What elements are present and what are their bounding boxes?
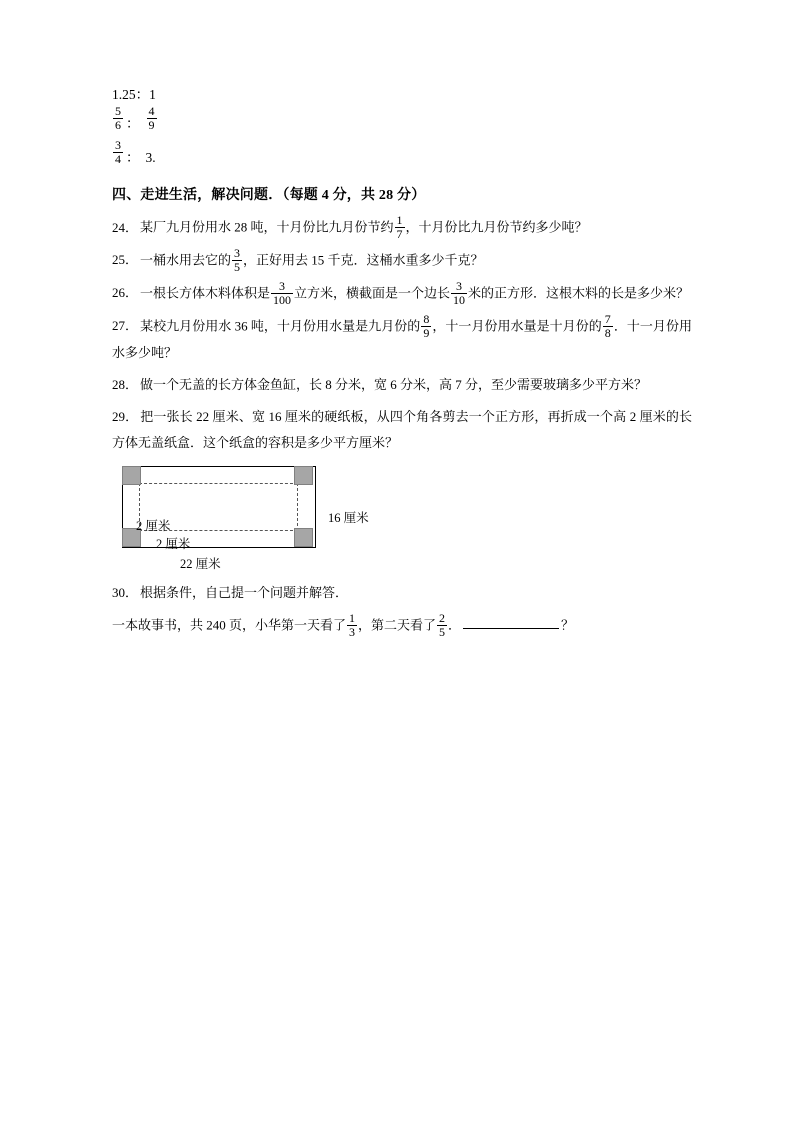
question-26-text-2: 立方米，横截面是一个边长 [294, 285, 451, 301]
question-24 [112, 214, 692, 241]
fraction-3-10: $\frac{3}{10}$ [453, 278, 466, 307]
answers-top-block [112, 88, 692, 166]
question-27-text-1: 某校九月份用水 36 吨，十月份用水量是九月份的 [140, 318, 421, 334]
ratio-tail: 3. [145, 150, 156, 166]
question-number-28: 28． [112, 376, 139, 392]
question-24-text-2: ，十月份比九月份节约多少吨？ [405, 219, 588, 235]
question-29 [112, 404, 692, 456]
section-heading: 四、走进生活，解决问题．（每题 4 分，共 28 分） [112, 188, 426, 204]
question-26-text-3: 米的正方形．这根木料的长是多少米？ [468, 285, 690, 301]
question-24-text-1: 某厂九月份用水 28 吨，十月份比九月份节约 [140, 219, 394, 235]
cardboard-figure [120, 464, 450, 574]
figure-label-left: 2 厘米 [136, 518, 171, 533]
question-28-text: 做一个无盖的长方体金鱼缸，长 8 分米，宽 6 分米，高 7 分，至少需要玻璃多少平方米？ [140, 376, 648, 392]
question-28 [112, 372, 692, 398]
ratio-colon: ： [126, 116, 140, 132]
answer-ratio-line-1: 1.25：1 [112, 87, 156, 102]
question-number-25: 25． [112, 252, 139, 268]
question-number-29: 29． [112, 408, 139, 424]
fraction-1-7: $\frac{1}{7}$ [396, 213, 403, 242]
figure-label-bottom: 22 厘米 [180, 556, 221, 571]
figure-label-right: 16 厘米 [328, 510, 369, 525]
document-content [112, 88, 692, 645]
question-29-text: 把一张长 22 厘米、宽 16 厘米的硬纸板，从四个角各剪去一个正方形，再折成一个高 2 厘米的长方体无盖纸盒．这个纸盒的容积是多少平方厘米？ [112, 408, 692, 450]
fraction-1-3: $\frac{1}{3}$ [349, 610, 356, 639]
question-number-24: 24． [112, 219, 139, 235]
question-number-27: 27． [112, 318, 139, 334]
question-27 [112, 313, 692, 366]
question-number-30: 30． [112, 584, 139, 600]
question-25-text-2: ，正好用去 15 千克．这桶水重多少千克？ [243, 252, 484, 268]
question-30-body-text-2: ，第二天看了 [358, 617, 437, 633]
question-25-text-1: 一桶水用去它的 [140, 252, 232, 268]
fraction-3-100: $\frac{3}{100}$ [273, 278, 292, 307]
question-26-text-1: 一根长方体木料体积是 [140, 285, 271, 301]
figure-corner-top-left [122, 466, 141, 485]
question-30-body-text-1: 一本故事书，共 240 页，小华第一天看了 [112, 617, 347, 633]
fraction-3-4: $\frac{3}{4}$ [115, 138, 121, 167]
fraction-3-5: $\frac{3}{5}$ [234, 246, 241, 275]
answer-ratio-line-3 [112, 136, 692, 166]
question-25 [112, 247, 692, 274]
fraction-5-6: $\frac{5}{6}$ [115, 104, 121, 133]
fraction-7-8: $\frac{7}{8}$ [604, 311, 611, 340]
question-26 [112, 280, 692, 307]
question-27-text-2: ，十一月份用水量是十月份的 [432, 318, 602, 334]
figure-label-inner: 2 厘米 [156, 536, 191, 551]
fraction-2-5: $\frac{2}{5}$ [439, 610, 446, 639]
question-30-text: 根据条件，自己提一个问题并解答． [140, 584, 349, 600]
figure-corner-top-right [294, 466, 313, 485]
fraction-8-9: $\frac{8}{9}$ [423, 311, 430, 340]
question-30 [112, 580, 692, 606]
question-30-body-text-4: ？ [561, 617, 575, 633]
answer-ratio-line-2 [112, 102, 692, 132]
fraction-4-9: $\frac{4}{9}$ [148, 104, 155, 133]
figure-corner-bottom-right [294, 528, 313, 547]
question-number-26: 26． [112, 285, 139, 301]
question-30-body [112, 612, 692, 639]
question-30-body-text-3: ． [448, 617, 462, 633]
question-27-text-3: ．十一月份用水多少吨？ [112, 318, 692, 360]
answer-blank-line[interactable] [463, 616, 559, 629]
ratio-colon: ： [126, 150, 140, 166]
